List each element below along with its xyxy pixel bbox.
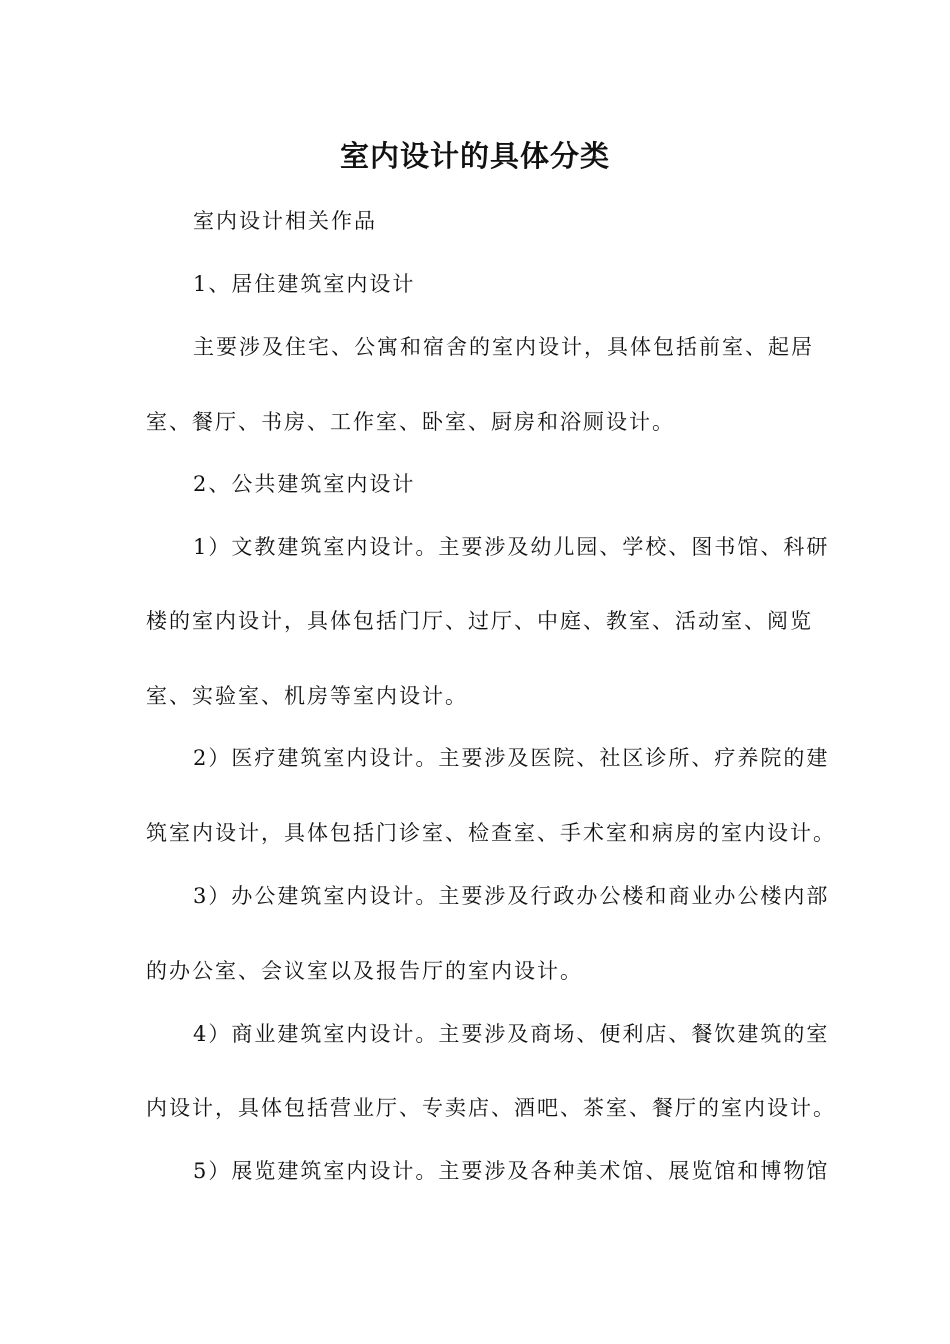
page-title: 室内设计的具体分类 xyxy=(339,139,610,173)
paragraph-line: 3）办公建筑室内设计。主要涉及行政办公楼和商业办公楼内部 xyxy=(193,884,830,908)
section-heading: 1、居住建筑室内设计 xyxy=(193,272,416,296)
section-heading: 2、公共建筑室内设计 xyxy=(193,472,416,496)
paragraph-line: 内设计，具体包括营业厅、专卖店、酒吧、茶室、餐厅的室内设计。 xyxy=(146,1096,836,1120)
paragraph-line: 5）展览建筑室内设计。主要涉及各种美术馆、展览馆和博物馆 xyxy=(193,1159,830,1183)
paragraph-line: 4）商业建筑室内设计。主要涉及商场、便利店、餐饮建筑的室 xyxy=(193,1022,830,1046)
paragraph-line: 筑室内设计，具体包括门诊室、检查室、手术室和病房的室内设计。 xyxy=(146,821,836,845)
paragraph-line: 2）医疗建筑室内设计。主要涉及医院、社区诊所、疗养院的建 xyxy=(193,746,830,770)
paragraph-line: 室、实验室、机房等室内设计。 xyxy=(146,684,468,708)
paragraph-line: 1）文教建筑室内设计。主要涉及幼儿园、学校、图书馆、科研 xyxy=(193,535,830,559)
paragraph-line: 室内设计相关作品 xyxy=(193,209,377,233)
paragraph-line: 主要涉及住宅、公寓和宿舍的室内设计，具体包括前室、起居 xyxy=(193,335,814,359)
paragraph-line: 楼的室内设计，具体包括门厅、过厅、中庭、教室、活动室、阅览 xyxy=(146,609,813,633)
paragraph-line: 室、餐厅、书房、工作室、卧室、厨房和浴厕设计。 xyxy=(146,410,675,434)
paragraph-line: 的办公室、会议室以及报告厅的室内设计。 xyxy=(146,959,583,983)
